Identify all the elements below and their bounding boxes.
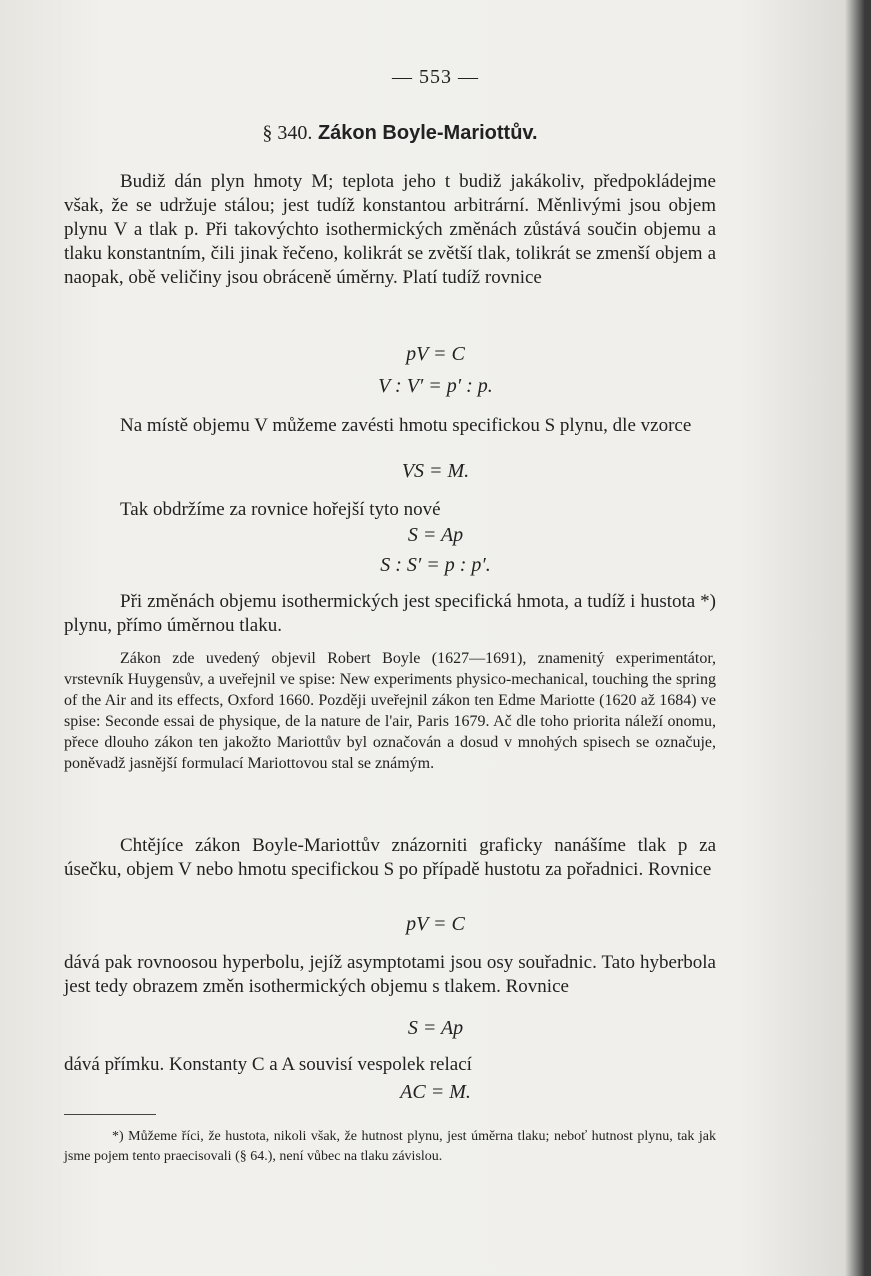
equation-s-ap-2: S = Ap: [407, 1017, 464, 1039]
section-heading: [0, 122, 800, 145]
equation-density-ratio: S : S′ = p : p′.: [380, 554, 491, 576]
paragraph-7: [64, 1053, 716, 1077]
paragraph-4-text: Při změnách objemu isothermických jest specifická hmota, a tudíž i hustota *) plynu, přímo úměrnou tlaku.: [64, 591, 716, 636]
paragraph-5: [64, 834, 716, 882]
paragraph-2-text: Na místě objemu V můžeme zavésti hmotu specifickou S plynu, dle vzorce: [120, 415, 692, 436]
paragraph-7-text: dává přímku. Konstanty C a A souvisí vespolek relací: [64, 1054, 472, 1075]
paragraph-1: [64, 170, 716, 290]
equation-pv-c: pV = C: [406, 343, 465, 365]
historical-note: Zákon zde uvedený objevil Robert Boyle (1627—1691), znamenitý experimentátor, vrstevník Huygensův, a uveřejnil ve spise: New experiments physico-mechanical, touching the spring of the Air and its effects, Oxford 1660. Později uveřejnil zákon ten Edme Mariotte (1620 až 1684) ve spise: Seconde essai de physique, de la nature de l'air, Paris 1679. Ač dle toho priorita náleží onomu, přece dlouho zákon ten jakožto Mariottův byl označován a dosud v mnohých spisech se označuje, poněvadž jasnější formulací Mariottovou stal se známým.: [64, 650, 716, 772]
paragraph-5-text: Chtějíce zákon Boyle-Mariottův znázorniti graficky nanášíme tlak p za úsečku, objem V nebo hmotu specifickou S po případě hustotu za pořadnici. Rovnice: [64, 835, 716, 880]
equation-volume-ratio: V : V′ = p′ : p.: [378, 375, 493, 397]
paragraph-3-text: Tak obdržíme za rovnice hořejší tyto nové: [120, 499, 441, 520]
footnote-divider: [64, 1114, 156, 1115]
paragraph-6: [64, 951, 716, 999]
paragraph-2: [64, 414, 716, 438]
paragraph-6-text: dává pak rovnoosou hyperbolu, jejíž asymptotami jsou osy souřadnic. Tato hyberbola jest tedy obrazem změn isothermických objemu s tlakem. Rovnice: [64, 952, 716, 997]
equation-pv-c-2: pV = C: [406, 913, 465, 935]
section-number: § 340.: [262, 122, 313, 144]
equation-ac-m: AC = M.: [400, 1081, 471, 1103]
footnote: *) Můžeme říci, že hustota, nikoli však, že hutnost plynu, jest úměrna tlaku; neboť hutnost plynu, tak jak jsme pojem tento praecisovali (§ 64.), není vůbec na tlaku závislou.: [64, 1129, 716, 1164]
paragraph-4: [64, 590, 716, 638]
equation-s-ap: S = Ap: [407, 524, 464, 546]
paragraph-3: [64, 498, 716, 522]
page-number: — 553 —: [392, 66, 479, 88]
equation-vs-m: VS = M.: [401, 460, 470, 482]
section-title: Zákon Boyle-Mariottův.: [317, 122, 538, 144]
paragraph-1-text: Budiž dán plyn hmoty M; teplota jeho t budiž jakákoliv, předpokládejme však, že se udržuje stálou; jest tudíž konstantou arbitrární. Měnlivými jsou objem plynu V a tlak p. Při takovýchto isothermických změnách zůstává součin objemu a tlaku konstantním, čili jinak řečeno, kolikrát se zvětší tlak, tolikrát se zmenší objem a naopak, obě veličiny jsou obráceně úměrny. Platí tudíž rovnice: [64, 171, 716, 288]
